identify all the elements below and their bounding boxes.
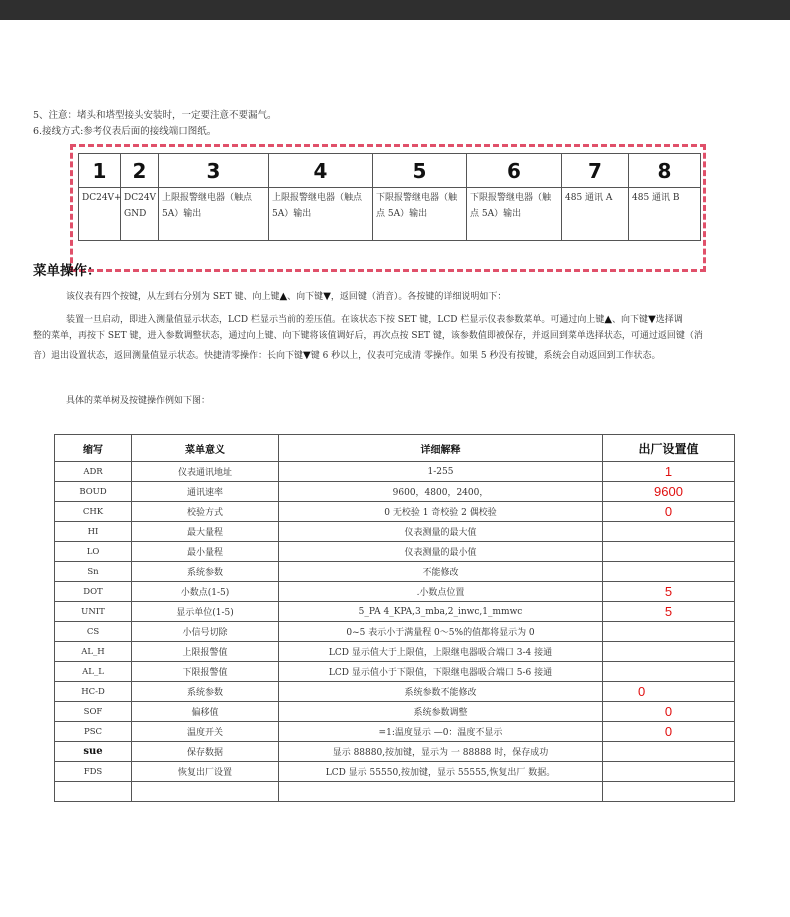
operation-text-e: 音）退出设置状态，返回测量值显示状态。快捷清零操作：长向下键 xyxy=(33,351,304,361)
operation-text-c: 选择调 xyxy=(655,315,683,325)
operation-paragraph-line3 xyxy=(33,349,660,363)
row-code: ADR xyxy=(55,462,132,482)
terminal-1-desc: DC24V+ xyxy=(79,188,121,241)
row-factory-value: 5 xyxy=(603,602,735,622)
row-factory-value xyxy=(603,562,735,582)
row-code: HI xyxy=(55,522,132,542)
terminal-6-desc: 下限报警继电器（触点 5A）输出 xyxy=(467,188,562,241)
row-factory-value xyxy=(603,622,735,642)
table-row xyxy=(55,702,735,722)
header-code: 缩写 xyxy=(55,435,132,462)
row-factory-value xyxy=(603,542,735,562)
row-detail: 仪表测量的最大值 xyxy=(279,522,603,542)
row-meaning: 保存数据 xyxy=(132,742,279,762)
row-factory-value: 0 xyxy=(603,702,735,722)
row-factory-value: 5 xyxy=(603,582,735,602)
down-triangle-icon: ▼ xyxy=(303,350,311,361)
row-meaning: 最大量程 xyxy=(132,522,279,542)
row-code: FDS xyxy=(55,762,132,782)
note-6: 6.接线方式:参考仪表后面的接线端口图纸。 xyxy=(33,126,217,137)
up-triangle-icon: ▲ xyxy=(279,291,288,302)
row-detail: LCD 显示值小于下限值，下限继电器吸合端口 5-6 接通 xyxy=(279,662,603,682)
top-bar xyxy=(0,0,790,20)
row-detail: LCD 显示值大于上限值，上限继电器吸合端口 3-4 接通 xyxy=(279,642,603,662)
row-detail: 仪表测量的最小值 xyxy=(279,542,603,562)
table-row xyxy=(55,462,735,482)
row-factory-value xyxy=(603,742,735,762)
row-detail: LCD 显示 55550,按加键，显示 55555,恢复出厂 数据。 xyxy=(279,762,603,782)
table-row xyxy=(55,582,735,602)
row-code: DOT xyxy=(55,582,132,602)
table-row xyxy=(55,542,735,562)
table-row xyxy=(55,682,735,702)
row-meaning xyxy=(132,782,279,802)
table-row xyxy=(55,482,735,502)
row-factory-value xyxy=(603,762,735,782)
up-triangle-icon: ▲ xyxy=(604,314,613,325)
operation-text-a: 装置一旦启动，即进入测量值显示状态，LCD 栏显示当前的差压值。在该状态下按 SET 键，LCD 栏显示仪表参数菜单。可通过向上键 xyxy=(66,315,605,325)
row-meaning: 系统参数 xyxy=(132,562,279,582)
terminal-8-number: 8 xyxy=(629,154,701,188)
row-factory-value xyxy=(603,662,735,682)
row-factory-value: 9600 xyxy=(603,482,735,502)
row-code: AL_L xyxy=(55,662,132,682)
row-meaning: 校验方式 xyxy=(132,502,279,522)
table-row xyxy=(55,562,735,582)
table-row xyxy=(55,622,735,642)
table-row xyxy=(55,722,735,742)
operation-paragraph-line2: 整的菜单，再按下 SET 键，进入参数调整状态，通过向上键、向下键将该值调好后，再次点按 SET 键，该参数值即被保存，并返回到菜单选择状态，可通过返回键（消 xyxy=(33,331,703,341)
row-meaning: 系统参数 xyxy=(132,682,279,702)
row-meaning: 恢复出厂设置 xyxy=(132,762,279,782)
row-meaning: 最小量程 xyxy=(132,542,279,562)
row-detail: .小数点位置 xyxy=(279,582,603,602)
keys-intro-paragraph xyxy=(66,290,506,304)
row-detail: 0~5 表示小于满量程 0～5%的值都将显示为 0 xyxy=(279,622,603,642)
row-meaning: 显示单位(1-5) xyxy=(132,602,279,622)
row-detail: 5_PA 4_KPA,3_mba,2_inwc,1_mmwc xyxy=(279,602,603,622)
row-code: AL_H xyxy=(55,642,132,662)
row-factory-value: 0 xyxy=(603,682,735,702)
row-code: CHK xyxy=(55,502,132,522)
row-detail: 0 无校验 1 奇校验 2 偶校验 xyxy=(279,502,603,522)
row-factory-value xyxy=(603,782,735,802)
table-row xyxy=(55,762,735,782)
row-meaning: 上限报警值 xyxy=(132,642,279,662)
row-code xyxy=(55,782,132,802)
row-detail: 系统参数不能修改 xyxy=(279,682,603,702)
header-meaning: 菜单意义 xyxy=(132,435,279,462)
terminal-3-number: 3 xyxy=(159,154,269,188)
table-row xyxy=(55,642,735,662)
terminal-8-desc: 485 通讯 B xyxy=(629,188,701,241)
terminal-2-desc: DC24V GND xyxy=(121,188,159,241)
row-code: LO xyxy=(55,542,132,562)
terminal-7-desc: 485 通讯 A xyxy=(562,188,629,241)
table-row xyxy=(55,522,735,542)
row-code: BOUD xyxy=(55,482,132,502)
terminal-table xyxy=(78,153,701,241)
down-triangle-icon: ▼ xyxy=(323,291,331,302)
row-detail: 不能修改 xyxy=(279,562,603,582)
row-detail: 系统参数调整 xyxy=(279,702,603,722)
row-factory-value: 1 xyxy=(603,462,735,482)
row-meaning: 仪表通讯地址 xyxy=(132,462,279,482)
row-code: sue xyxy=(55,742,132,762)
menu-tree-intro: 具体的菜单树及按键操作例如下图： xyxy=(66,396,211,406)
down-triangle-icon: ▼ xyxy=(648,314,656,325)
row-meaning: 温度开关 xyxy=(132,722,279,742)
row-code: HC-D xyxy=(55,682,132,702)
table-row xyxy=(55,742,735,762)
row-factory-value xyxy=(603,522,735,542)
row-meaning: 通讯速率 xyxy=(132,482,279,502)
header-factory: 出厂设置值 xyxy=(603,435,735,462)
row-detail: 9600，4800，2400， xyxy=(279,482,603,502)
terminal-1-number: 1 xyxy=(79,154,121,188)
terminal-4-number: 4 xyxy=(269,154,373,188)
menu-table xyxy=(54,434,735,802)
operation-text-b: 、向下键 xyxy=(612,315,649,325)
table-row xyxy=(55,782,735,802)
terminal-6-number: 6 xyxy=(467,154,562,188)
keys-intro-text-b: 、向下键 xyxy=(287,292,324,302)
keys-intro-text-c: ，返回键（消音）。各按键的详细说明如下： xyxy=(330,292,507,302)
row-code: UNIT xyxy=(55,602,132,622)
header-detail: 详细解释 xyxy=(279,435,603,462)
row-factory-value: 0 xyxy=(603,502,735,522)
menu-operation-heading: 菜单操作： xyxy=(33,263,101,279)
terminal-3-desc: 上限报警继电器（触点 5A）输出 xyxy=(159,188,269,241)
row-code: CS xyxy=(55,622,132,642)
table-row xyxy=(55,662,735,682)
row-code: PSC xyxy=(55,722,132,742)
row-code: SOF xyxy=(55,702,132,722)
row-detail: =1:温度显示 —0：温度不显示 xyxy=(279,722,603,742)
keys-intro-text-a: 该仪表有四个按键，从左到右分别为 SET 键、向上键 xyxy=(66,292,280,302)
row-detail: 1-255 xyxy=(279,462,603,482)
operation-paragraph-line1 xyxy=(66,313,683,327)
terminal-5-desc: 下限报警继电器（触点 5A）输出 xyxy=(373,188,467,241)
operation-text-f: 键 6 秒以上，仪表可完成清 零操作。如果 5 秒没有按键，系统会自动返回到工作状态。 xyxy=(310,351,661,361)
note-5: 5、注意：堵头和塔型接头安装时，一定要注意不要漏气。 xyxy=(33,110,277,121)
row-factory-value xyxy=(603,642,735,662)
row-meaning: 小数点(1-5) xyxy=(132,582,279,602)
row-meaning: 小信号切除 xyxy=(132,622,279,642)
menu-table-header xyxy=(55,435,735,462)
row-detail: 显示 88880,按加键，显示为 一 88888 时，保存成功 xyxy=(279,742,603,762)
terminal-5-number: 5 xyxy=(373,154,467,188)
table-row xyxy=(55,502,735,522)
row-detail xyxy=(279,782,603,802)
row-code: Sn xyxy=(55,562,132,582)
table-row xyxy=(55,602,735,622)
row-meaning: 偏移值 xyxy=(132,702,279,722)
row-factory-value: 0 xyxy=(603,722,735,742)
terminal-7-number: 7 xyxy=(562,154,629,188)
row-meaning: 下限报警值 xyxy=(132,662,279,682)
terminal-2-number: 2 xyxy=(121,154,159,188)
terminal-4-desc: 上限报警继电器（触点 5A）输出 xyxy=(269,188,373,241)
